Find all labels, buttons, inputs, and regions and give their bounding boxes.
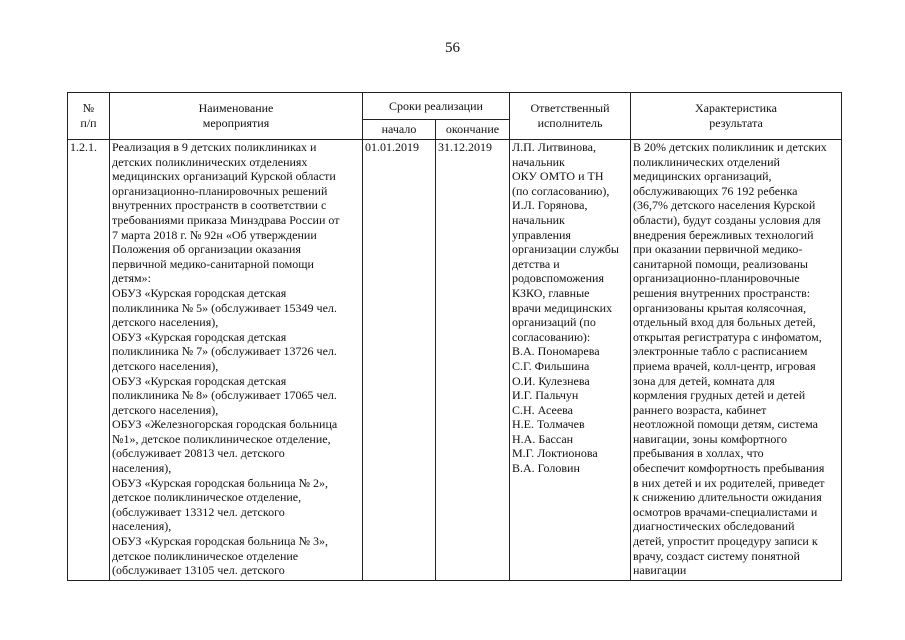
text-line: поликлиника № 7» (обслуживает 13726 чел. xyxy=(112,344,337,359)
text-line: отдельный вход для больных детей, xyxy=(633,315,816,330)
text-line: электронные табло с расписанием xyxy=(633,344,808,359)
text-line: И.Г. Пальчун xyxy=(512,388,579,403)
text-line: решения внутренних пространств: xyxy=(633,285,811,300)
header-activity-line: Наименование xyxy=(198,101,274,116)
text-line: зона для детей, комната для xyxy=(633,373,775,388)
text-line: кормления грудных детей и детей xyxy=(633,388,806,403)
text-line: КЗКО, главные xyxy=(512,285,590,300)
cell-activity xyxy=(110,140,363,581)
text-line: навигации, зоны комфортного xyxy=(633,431,787,446)
text-line: детям»: xyxy=(112,271,151,286)
text-line: детских поликлинических отделениях xyxy=(112,154,308,169)
header-result xyxy=(631,93,842,140)
text-line: населения), xyxy=(112,461,172,476)
text-line: (обслуживает 13105 чел. детского xyxy=(112,563,285,578)
text-line: в них детей и их родителей, приведет xyxy=(633,475,825,490)
text-line: организованы крытая колясочная, xyxy=(633,300,807,315)
text-line: Реализация в 9 детских поликлиниках и xyxy=(112,140,317,154)
text-line: 7 марта 2018 г. № 92н «Об утверждении xyxy=(112,227,317,242)
cell-number: 1.2.1. xyxy=(68,140,110,581)
text-line: О.И. Кулезнева xyxy=(512,373,590,388)
text-line: начальник xyxy=(512,154,565,169)
page-number: 56 xyxy=(445,40,460,56)
text-line: детского населения), xyxy=(112,402,219,417)
text-line: ОКУ ОМТО и ТН xyxy=(512,169,604,184)
cell-responsible xyxy=(510,140,631,581)
header-result-line: результата xyxy=(709,116,763,130)
text-line: №1», детское поликлиническое отделение, xyxy=(112,431,331,446)
text-line: С.Н. Асеева xyxy=(512,402,573,417)
header-number-line: п/п xyxy=(80,116,97,130)
text-line: осмотров врачами-специалистами и xyxy=(633,504,818,519)
text-line: детское поликлиническое отделение xyxy=(112,548,299,563)
text-line: организаций (по xyxy=(512,315,596,330)
text-line: открытая регистратура с инфоматом, xyxy=(633,329,822,344)
text-line: раннего возраста, кабинет xyxy=(633,402,767,417)
text-line: И.Л. Горянова, xyxy=(512,198,588,213)
text-line: организационно-планировочные xyxy=(633,271,800,286)
cell-end-date: 31.12.2019 xyxy=(436,140,510,581)
text-line: санитарной помощи, реализованы xyxy=(633,256,808,271)
text-line: (обслуживает 20813 чел. детского xyxy=(112,446,285,461)
text-line: детское поликлиническое отделение, xyxy=(112,490,302,505)
table-row xyxy=(68,140,842,581)
header-result-line: Характеристика xyxy=(695,101,777,116)
header-number-line: № xyxy=(82,101,95,116)
text-line: С.Г. Фильшина xyxy=(512,358,590,373)
text-line: ОБУЗ «Курская городская детская xyxy=(112,329,287,344)
cell-start-date: 01.01.2019 xyxy=(363,140,436,581)
text-line: внедрения бережливых технологий xyxy=(633,227,814,242)
text-line: управления xyxy=(512,227,571,242)
text-line: поликлинических отделений xyxy=(633,154,780,169)
cell-result xyxy=(631,140,842,581)
text-line: М.Г. Локтионова xyxy=(512,446,598,461)
text-line: (36,7% детского населения Курской xyxy=(633,198,816,213)
text-line: ОБУЗ «Железногорская городская больница xyxy=(112,417,338,432)
text-line: населения), xyxy=(112,519,172,534)
text-line: организационно-планировочных решений xyxy=(112,183,328,198)
text-line: требованиями приказа Минздрава России от xyxy=(112,212,340,227)
text-line: согласованию): xyxy=(512,329,591,344)
text-line: детского населения), xyxy=(112,315,219,330)
text-line: детского населения), xyxy=(112,358,219,373)
text-line: начальник xyxy=(512,212,565,227)
text-line: приема врачей, колл-центр, игровая xyxy=(633,358,816,373)
text-line: родовспоможения xyxy=(512,271,604,286)
text-line: Н.Е. Толмачев xyxy=(512,417,585,432)
text-line: организации службы xyxy=(512,242,619,257)
text-line: обеспечит комфортность пребывания xyxy=(633,461,825,476)
text-line: врачи медицинских xyxy=(512,300,613,315)
text-line: навигации xyxy=(633,563,687,578)
text-line: медицинских организаций, xyxy=(633,169,772,184)
header-responsible xyxy=(510,93,631,140)
header-responsible-line: исполнитель xyxy=(537,116,603,130)
text-line: первичной медико-санитарной помощи xyxy=(112,256,314,271)
header-start: начало xyxy=(363,120,436,140)
text-line: детей, упростит процедуру записи к xyxy=(633,534,818,549)
text-line: Л.П. Литвинова, xyxy=(512,140,596,154)
text-line: обслуживающих 76 192 ребенка xyxy=(633,183,798,198)
header-activity-name xyxy=(110,93,363,140)
header-end: окончание xyxy=(436,120,510,140)
text-line: ОБУЗ «Курская городская детская xyxy=(112,285,287,300)
text-line: В 20% детских поликлиник и детских xyxy=(633,140,827,154)
text-line: Положения об организации оказания xyxy=(112,242,301,257)
text-line: детства и xyxy=(512,256,560,271)
text-line: поликлиника № 5» (обслуживает 15349 чел. xyxy=(112,300,337,315)
header-activity-line: мероприятия xyxy=(202,116,270,130)
header-terms: Сроки реализации xyxy=(363,93,510,120)
text-line: врачу, создаст систему понятной xyxy=(633,548,800,563)
text-line: неотложной помощи детям, система xyxy=(633,417,818,432)
text-line: внутренних пространств в соответствии с xyxy=(112,198,327,213)
text-line: Н.А. Бассан xyxy=(512,431,574,446)
text-line: (по согласованию), xyxy=(512,183,610,198)
text-line: ОБУЗ «Курская городская больница № 2», xyxy=(112,475,329,490)
activities-table xyxy=(67,92,842,581)
text-line: к снижению длительности ожидания xyxy=(633,490,822,505)
text-line: (обслуживает 13312 чел. детского xyxy=(112,504,285,519)
text-line: В.А. Пономарева xyxy=(512,344,600,359)
text-line: поликлиника № 8» (обслуживает 17065 чел. xyxy=(112,388,337,403)
text-line: пребывания в холлах, что xyxy=(633,446,764,461)
text-line: диагностических обследований xyxy=(633,519,795,534)
text-line: ОБУЗ «Курская городская детская xyxy=(112,373,287,388)
text-line: при оказании первичной медико- xyxy=(633,242,803,257)
header-responsible-line: Ответственный xyxy=(530,101,610,116)
text-line: В.А. Головин xyxy=(512,461,580,476)
header-number xyxy=(68,93,110,140)
text-line: ОБУЗ «Курская городская больница № 3», xyxy=(112,534,329,549)
text-line: области), будут созданы условия для xyxy=(633,212,821,227)
text-line: медицинских организаций Курской области xyxy=(112,169,336,184)
table-header-row xyxy=(68,93,842,120)
